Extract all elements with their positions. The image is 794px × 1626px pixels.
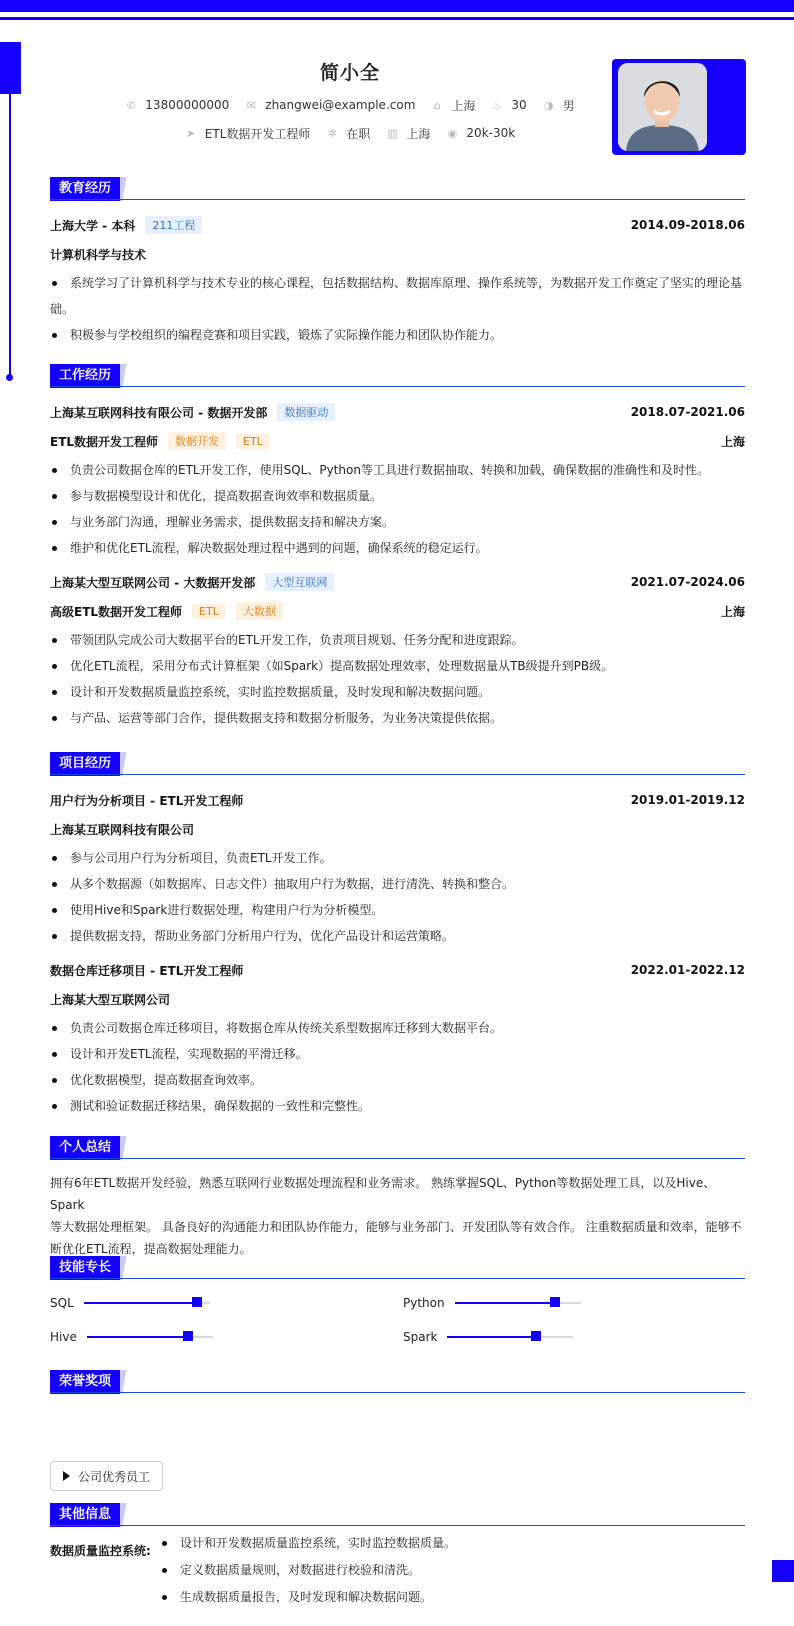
list-item: 参与数据模型设计和优化，提高数据查询效率和数据质量。 [50,483,745,509]
summary-line: 拥有6年ETL数据开发经验，熟悉互联网行业数据处理流程和业务需求。 熟练掌握SQL、Python等数据处理工具，以及Hive、Spark [50,1176,716,1212]
title-tag: 数据开发 [168,432,226,450]
home-icon: ⌂ [433,98,441,112]
section-summary [50,1136,745,1160]
section-title: 个人总结 [50,1136,120,1160]
work-bullets [50,627,745,731]
company-tag: 数据驱动 [277,403,335,421]
education-major-row [50,245,745,263]
list-item: 设计和开发数据质量监控系统，实时监控数据质量。 [160,1530,456,1557]
project-date: 2019.01-2019.12 [630,793,745,807]
title-tag: ETL [236,434,270,449]
section-title: 技能专长 [50,1256,120,1280]
skill-name: Python [403,1296,445,1310]
corner-accent-square [772,1560,794,1582]
list-item: 定义数据质量规则，对数据进行校验和清洗。 [160,1557,456,1584]
skill-bar [84,1302,210,1304]
city: 上海 [406,126,431,141]
skill-bar [87,1336,213,1338]
other-list [160,1530,456,1611]
section-other [50,1503,745,1527]
project-bullets [50,845,745,949]
school: 上海大学 - 本科 [50,218,136,233]
project-name: 用户行为分析项目 - ETL开发工程师 [50,793,244,808]
section-work [50,364,745,388]
work-title-row [50,602,745,620]
title-tag: 大数据 [236,602,283,620]
photo-frame [612,59,746,155]
list-item-continued: 础。 [50,302,75,316]
list-item: 维护和优化ETL流程，解决数据处理过程中遇到的问题，确保系统的稳定运行。 [50,535,745,561]
company: 上海某大型互联网公司 - 大数据开发部 [50,575,256,590]
section-title: 荣誉奖项 [50,1370,120,1394]
list-item: 带领团队完成公司大数据平台的ETL开发工作，负责项目规划、任务分配和进度跟踪。 [50,627,745,653]
list-item: 系统学习了计算机科学与技术专业的核心课程，包括数据结构、数据库原理、操作系统等，为数据开发工作奠定了坚实的理论基 [50,270,745,296]
project-company: 上海某大型互联网公司 [50,992,171,1007]
list-item: 与业务部门沟通，理解业务需求，提供数据支持和解决方案。 [50,509,745,535]
section-skills [50,1256,745,1280]
work-title-row [50,432,745,450]
top-accent-bar [0,0,794,12]
list-item: 负责公司数据仓库迁移项目，将数据仓库从传统关系型数据库迁移到大数据平台。 [50,1015,745,1041]
project-bullets [50,1015,745,1119]
section-divider [50,1392,745,1393]
summary-text [50,1172,745,1260]
project-header [50,791,745,809]
top-accent-line [0,17,794,20]
list-item: 与产品、运营等部门合作，提供数据支持和数据分析服务，为业务决策提供依据。 [50,705,745,731]
project-header [50,961,745,979]
project-company-row [50,820,745,838]
salary: 20k-30k [466,126,516,140]
candidate-name: 简小全 [319,62,380,84]
education-header [50,216,745,234]
section-divider [50,1525,745,1526]
title-tag: ETL [192,604,226,619]
summary-line: 等大数据处理框架。 具备良好的沟通能力和团队协作能力，能够与业务部门、开发团队等有效合作。 注重数据质量和效率，能够不 [50,1220,742,1234]
section-title-tail [120,1136,132,1160]
school-tag: 211工程 [145,216,202,234]
skill-name: Hive [50,1330,77,1344]
cake-icon: ♨ [492,98,503,112]
skill-knob [183,1331,193,1341]
salary-icon: ◉ [447,126,458,140]
section-title-tail [120,364,132,388]
profile-photo [618,63,707,151]
section-projects [50,752,745,776]
skill-knob [550,1297,560,1307]
status-icon: ✲ [327,126,337,140]
company-tag: 大型互联网 [265,573,334,591]
work-location: 上海 [720,434,745,449]
list-item: 生成数据质量报告，及时发现和解决数据问题。 [160,1584,456,1611]
section-title-tail [120,177,132,201]
section-divider [50,386,745,387]
work-date: 2018.07-2021.06 [630,405,745,419]
job-title: ETL数据开发工程师 [50,434,159,449]
email: zhangwei@example.com [265,98,416,112]
list-item: 设计和开发数据质量监控系统，实时监控数据质量，及时发现和解决数据问题。 [50,679,745,705]
skill-name: SQL [50,1296,74,1310]
project-date: 2022.01-2022.12 [630,963,745,977]
section-honors [50,1370,745,1394]
contact-row [0,96,700,114]
section-title: 教育经历 [50,177,120,201]
education-date: 2014.09-2018.06 [630,218,745,232]
work-header [50,573,745,591]
work-date: 2021.07-2024.06 [630,575,745,589]
phone-icon: ✆ [126,98,136,112]
list-item: 测试和验证数据迁移结果，确保数据的一致性和完整性。 [50,1093,745,1119]
project-name: 数据仓库迁移项目 - ETL开发工程师 [50,963,244,978]
skill-hive [50,1330,213,1344]
section-title: 其他信息 [50,1503,120,1527]
list-item: 负责公司数据仓库的ETL开发工作，使用SQL、Python等工具进行数据抽取、转换和加载，确保数据的准确性和及时性。 [50,457,745,483]
section-divider [50,1158,745,1159]
skill-knob [531,1331,541,1341]
age: 30 [511,98,527,112]
section-title-tail [120,1503,132,1527]
send-icon: ➤ [186,126,196,140]
skill-sql [50,1296,210,1310]
section-divider [50,199,745,200]
list-item: 参与公司用户行为分析项目，负责ETL开发工作。 [50,845,745,871]
hometown: 上海 [451,98,476,113]
mail-icon: ✉ [246,98,256,112]
skill-name: Spark [403,1330,438,1344]
list-item: 使用Hive和Spark进行数据处理，构建用户行为分析模型。 [50,897,745,923]
status: 在职 [346,126,371,141]
job-title: 高级ETL数据开发工程师 [50,604,183,619]
work-bullets [50,457,745,561]
gender-icon: ◑ [543,98,554,112]
project-company: 上海某互联网科技有限公司 [50,822,195,837]
section-divider [50,774,745,775]
list-item: 积极参与学校组织的编程竞赛和项目实践，锻炼了实际操作能力和团队协作能力。 [50,322,745,348]
list-item: 提供数据支持，帮助业务部门分析用户行为，优化产品设计和运营策略。 [50,923,745,949]
skill-python [403,1296,581,1310]
list-item: 优化ETL流程，采用分布式计算框架（如Spark）提高数据处理效率，处理数据量从TB级提升到PB级。 [50,653,745,679]
gender: 男 [562,98,575,113]
play-icon [63,1471,70,1481]
section-title-tail [120,752,132,776]
list-item: 从多个数据源（如数据库、日志文件）抽取用户行为数据，进行清洗、转换和整合。 [50,871,745,897]
skill-knob [192,1297,202,1307]
list-item: 设计和开发ETL流程，实现数据的平滑迁移。 [50,1041,745,1067]
summary-line: 断优化ETL流程，提高数据处理能力。 [50,1242,252,1256]
section-title-tail [120,1256,132,1280]
company: 上海某互联网科技有限公司 - 数据开发部 [50,405,268,420]
skill-bar [447,1336,573,1338]
section-education [50,177,745,201]
phone: 13800000000 [145,98,230,112]
education-bullets [50,270,745,348]
section-title-tail [120,1370,132,1394]
project-company-row [50,990,745,1008]
major: 计算机科学与技术 [50,247,147,262]
position: ETL数据开发工程师 [204,126,311,141]
skill-spark [403,1330,573,1344]
section-title: 工作经历 [50,364,120,388]
work-location: 上海 [720,604,745,619]
building-icon: ▥ [387,126,398,140]
honor-item[interactable] [50,1461,163,1491]
honor-label: 公司优秀员工 [78,1469,151,1484]
section-divider [50,1278,745,1279]
job-intent-row [0,124,700,142]
work-header [50,403,745,421]
section-title: 项目经历 [50,752,120,776]
skill-bar [455,1302,581,1304]
list-item: 优化数据模型，提高数据查询效率。 [50,1067,745,1093]
other-label: 数据质量监控系统: [50,1544,151,1558]
side-accent-dot [6,374,13,381]
